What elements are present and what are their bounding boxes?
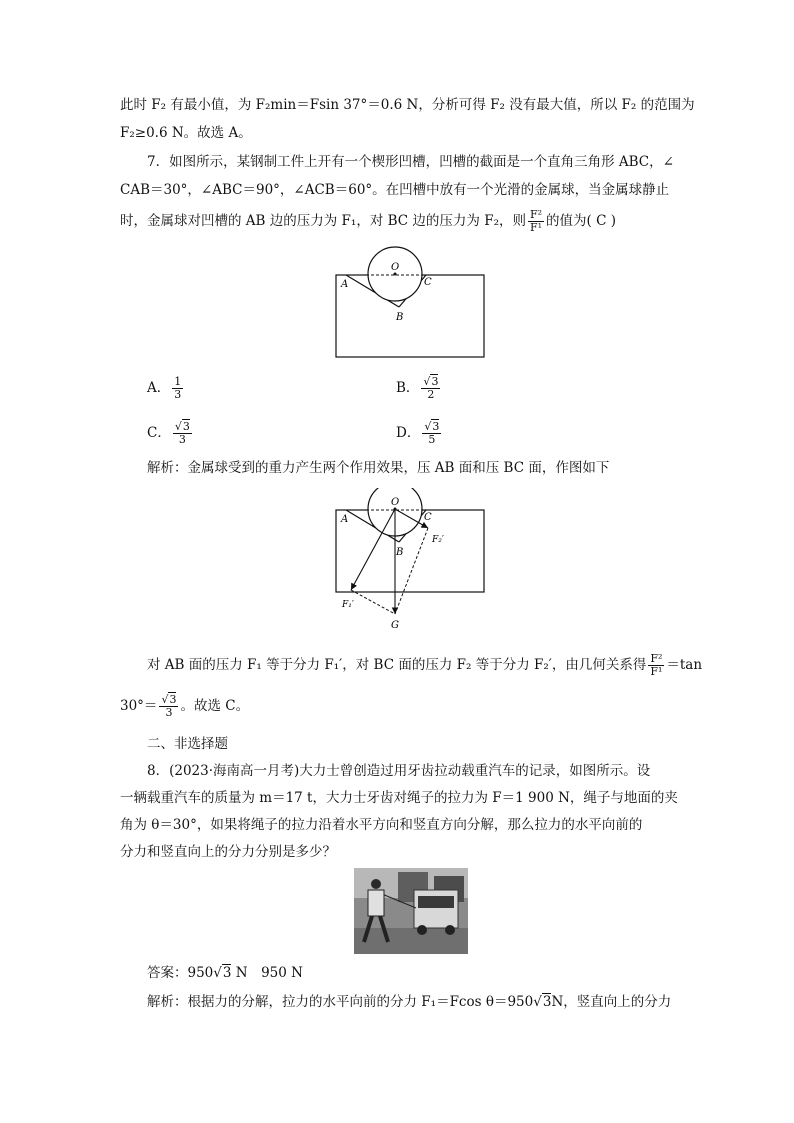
text-span: ＝tan [666, 657, 703, 673]
text-line: 此时 F₂ 有最小值，为 F₂min＝Fsin 37°＝0.6 N，分析可得 F₂ 没有最大值，所以 F₂ 的范围为 [120, 97, 695, 113]
fraction [421, 376, 440, 401]
label-o: O [391, 497, 400, 508]
fraction-numerator: 1 [174, 375, 182, 388]
radicand: 3 [542, 994, 552, 1010]
text-span: 的值为( C ) [546, 213, 616, 229]
text-span: 对 AB 面的压力 F₁ 等于分力 F₁′，对 BC 面的压力 F₂ 等于分力 F₂′，由几何关系得 [147, 657, 647, 673]
label-b: B [396, 312, 404, 323]
question-8-line: 角为 θ＝30°，如果将绳子的拉力沿着水平方向和竖直方向分解，那么拉力的水平向前的 [120, 817, 643, 833]
text-span: 。故选 C。 [180, 698, 250, 714]
text-span: 30°＝ [120, 698, 158, 714]
text-span: N 950 N [231, 965, 303, 981]
label-a: A [341, 279, 349, 290]
text-span: 时，金属球对凹槽的 AB 边的压力为 F₁，对 BC 边的压力为 F₂，则 [120, 213, 526, 229]
sqrt: √3 [424, 420, 440, 433]
fraction-numerator: F² [529, 208, 543, 221]
fraction-denominator: F¹ [529, 221, 543, 234]
label-a: A [341, 514, 349, 525]
fraction [648, 653, 664, 678]
question-8-line: 分力和竖直向上的分力分别是多少？ [120, 844, 336, 860]
question-7-line: 7．如图所示，某钢制工件上开有一个楔形凹槽，凹槽的截面是一个直角三角形 ABC，∠ [147, 154, 674, 170]
label-b: B [396, 547, 404, 558]
radicand: 3 [182, 420, 190, 433]
radicand: 3 [432, 420, 440, 433]
fraction [172, 376, 183, 401]
radicand: 3 [169, 693, 177, 706]
label-o: O [391, 262, 400, 273]
question-7-line [120, 209, 616, 234]
option-a [147, 376, 185, 401]
sqrt: √3 [213, 965, 232, 981]
wedge-groove-figure [334, 238, 488, 360]
radicand: 3 [222, 965, 232, 981]
text-line: F₂≥0.6 N。故选 A。 [120, 125, 252, 141]
label-c: C [424, 277, 432, 288]
text-span: 解析：根据力的分解，拉力的水平向前的分力 F₁＝Fcos θ＝950 [147, 994, 534, 1010]
label-f1: F₁′ [342, 600, 354, 610]
answer-line [147, 964, 303, 982]
option-label: C． [147, 425, 171, 441]
strongman-photo [354, 868, 468, 954]
fraction-denominator: 2 [427, 388, 435, 401]
fraction-numerator: F² [650, 652, 663, 665]
label-c: C [424, 512, 432, 523]
sqrt: √3 [174, 420, 190, 433]
option-label: A． [147, 380, 171, 396]
option-label: D． [396, 425, 421, 441]
label-f2: F₂′ [432, 535, 444, 545]
conclusion-line [147, 653, 702, 678]
fraction-denominator: 3 [174, 388, 182, 401]
fraction [528, 209, 544, 234]
fraction [422, 421, 441, 446]
option-c [147, 421, 194, 446]
question-8-line: 一辆载重汽车的质量为 m＝17 t，大力士牙齿对绳子的拉力为 F＝1 900 N，绳子与地面的夹 [120, 790, 678, 806]
section-heading: 二、非选择题 [147, 736, 228, 752]
analysis-line [147, 993, 671, 1011]
option-b [396, 376, 442, 401]
fraction-denominator: 3 [178, 433, 186, 446]
label-g: G [391, 620, 399, 631]
photo-illustration [354, 868, 468, 954]
fraction-denominator: 5 [428, 433, 436, 446]
text-span: 答案：950 [147, 965, 214, 981]
fraction [159, 694, 178, 719]
force-decomposition-figure [334, 488, 488, 636]
sqrt: √3 [533, 994, 552, 1010]
fraction-denominator: F¹ [650, 665, 663, 678]
sqrt: √3 [161, 693, 177, 706]
conclusion-line [120, 694, 249, 719]
analysis-line: 解析：金属球受到的重力产生两个作用效果，压 AB 面和压 BC 面，作图如下 [147, 460, 610, 476]
fraction [173, 421, 192, 446]
question-8-line: 8．(2023·海南高一月考)大力士曾创造过用牙齿拉动载重汽车的记录，如图所示。设 [147, 763, 651, 779]
parallelogram-dashed [351, 590, 395, 614]
sqrt: √3 [423, 375, 439, 388]
option-d [396, 421, 443, 446]
question-7-line: CAB＝30°，∠ABC＝90°，∠ACB＝60°。在凹槽中放有一个光滑的金属球，当金属球静止 [120, 182, 670, 198]
fraction-denominator: 3 [165, 706, 173, 719]
radicand: 3 [431, 375, 439, 388]
text-span: N，竖直向上的分力 [551, 994, 672, 1010]
option-label: B． [396, 380, 420, 396]
